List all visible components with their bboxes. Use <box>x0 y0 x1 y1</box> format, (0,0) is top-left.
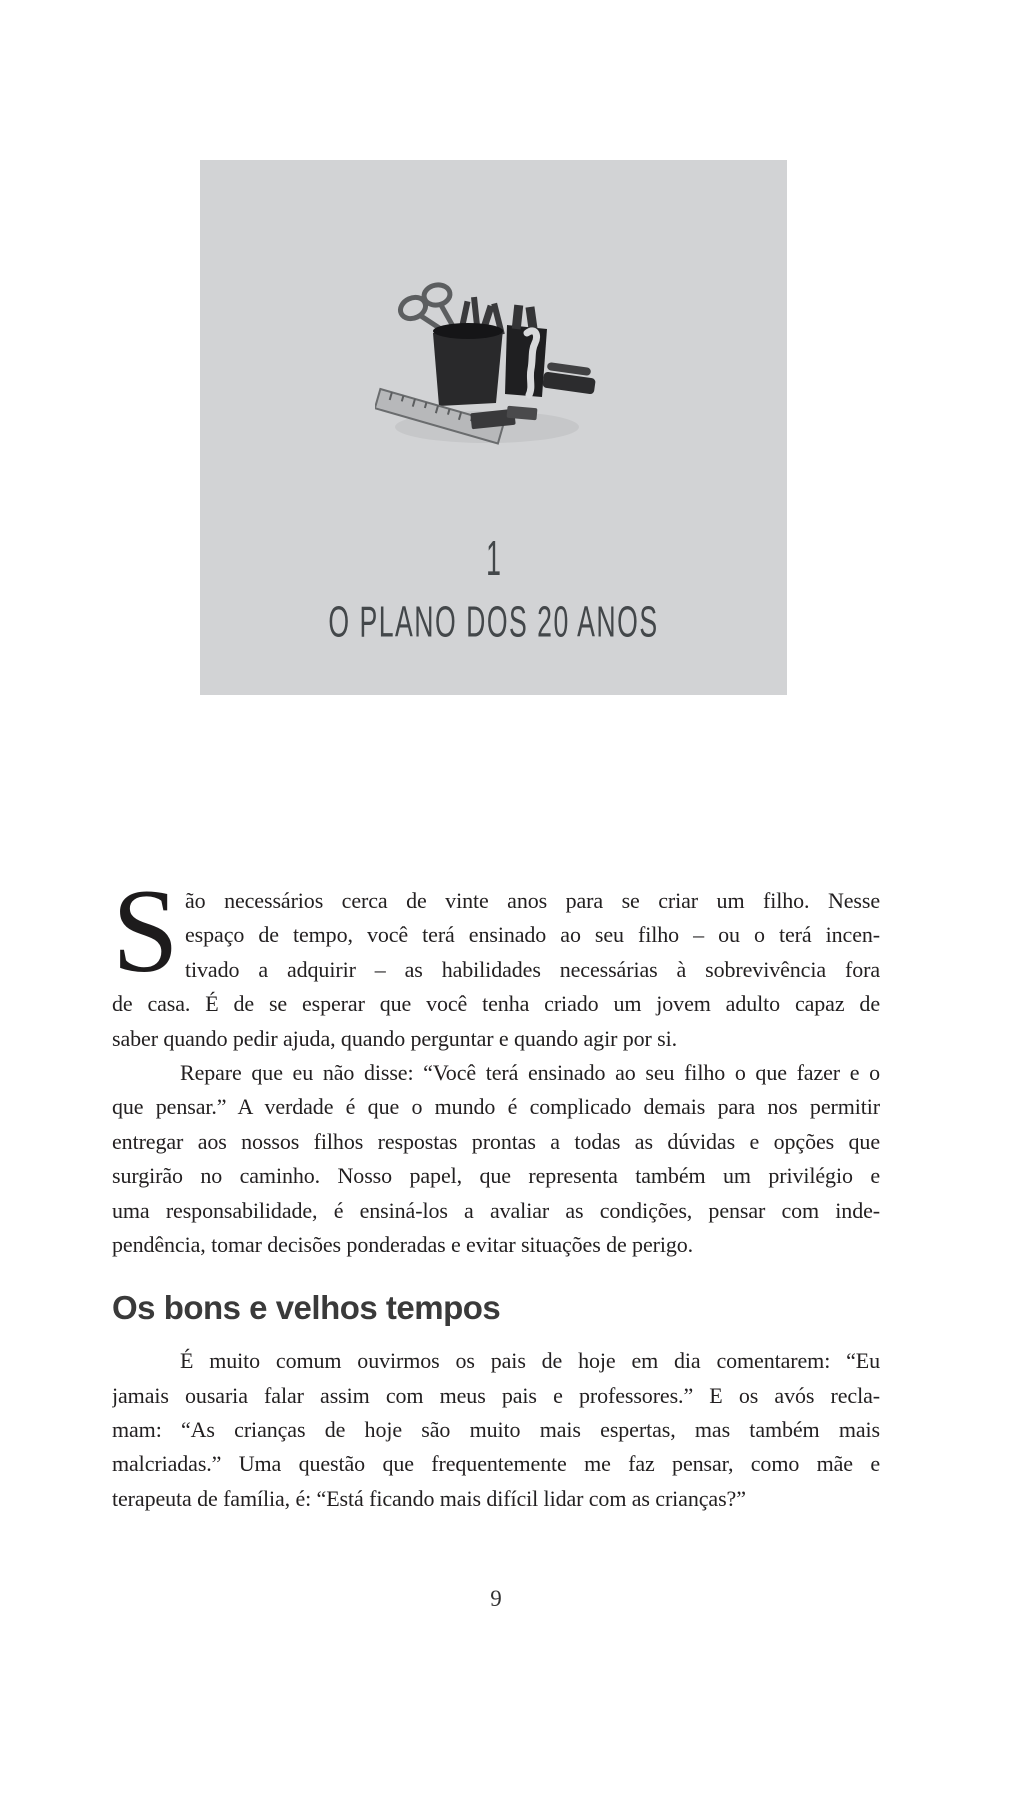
chapter-number: 1 <box>486 532 501 587</box>
page-number: 9 <box>490 1586 502 1611</box>
desk-supplies-drawing <box>375 275 603 465</box>
markers-icon <box>512 305 538 330</box>
paragraph-3: É muito comum ouvirmos os pais de hoje em dia comentarem: “Eu jamais ousaria falar assim com meus pais e professores.” E os avós recla- mam: “As crianças de hoje são muito mais espertas, mas também mais malcriadas.” Uma questão que frequentemente me faz pensar, como mãe e terapeuta de família, é: “Está ficando mais difícil lidar com as crianças?” <box>112 1348 880 1511</box>
chapter-title: O PLANO DOS 20 ANOS <box>328 596 659 647</box>
stapler-icon <box>542 362 596 395</box>
dropcap-letter: S <box>112 864 179 997</box>
desk-supplies-illustration <box>375 275 603 465</box>
paragraph-1: S ão necessários cerca de vinte anos para se criar um filho. Nesse espaço de tempo, você terá ensinado ao seu filho – ou o terá incen- tivado a adquirir – as habilidades necessárias à sobrevivência fora de casa. É de se esperar que você tenha criado um jovem adulto capaz de saber quando pedir ajuda, quando perguntar e quando agir por si. <box>112 864 880 1051</box>
pencil-cup-rim <box>433 323 503 339</box>
paragraph-2: Repare que eu não disse: “Você terá ensinado ao seu filho o que fazer e o que pensar.” A verdade é que o mundo é complicado demais para nos permitir entregar aos nossos filhos respostas prontas a todas as dúvidas e opções que surgirão no caminho. Nosso papel, que representa também um privilégio e uma responsabilidade, é ensiná-los a avaliar as condições, pensar com inde- pendência, tomar decisões ponderadas e evitar situações de perigo. <box>112 1059 880 1257</box>
chapter-header-box <box>200 160 787 695</box>
section-heading: Os bons e velhos tempos <box>112 1289 501 1327</box>
pencil-cup <box>433 329 503 406</box>
body-text-block <box>112 864 880 1516</box>
